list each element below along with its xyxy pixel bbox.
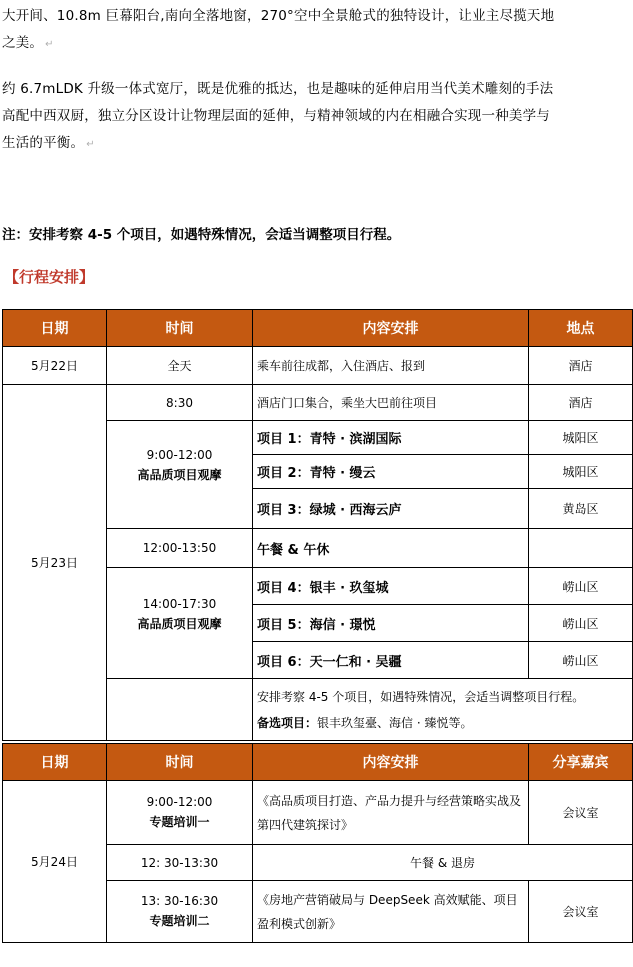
place-cell: 崂山区	[529, 605, 633, 642]
header-time: 时间	[107, 310, 253, 347]
intro-line: 生活的平衡。	[2, 135, 85, 151]
place-cell: 黄岛区	[529, 489, 633, 529]
place-cell: 酒店	[529, 347, 633, 385]
header-content: 内容安排	[253, 310, 529, 347]
intro-paragraph-1	[2, 3, 630, 58]
intro-paragraph-2	[2, 76, 630, 158]
schedule-note: 注：安排考察 4-5 个项目，如遇特殊情况，会适当调整项目行程。	[2, 227, 401, 243]
header-guest: 分享嘉宾	[529, 744, 633, 781]
time-cell: 8:30	[107, 385, 253, 421]
date-cell: 5月24日	[3, 781, 107, 943]
guest-cell: 会议室	[529, 781, 633, 845]
return-mark-icon: ↵	[86, 139, 95, 150]
project-cell: 项目 5：海信 · 璟悦	[253, 605, 529, 642]
place-cell: 城阳区	[529, 421, 633, 455]
project-cell: 项目 6：天一仁和 · 吴疆	[253, 642, 529, 679]
time-cell: 12: 30-13:30	[107, 845, 253, 881]
intro-line: 大开间、10.8m 巨幕阳台,南向全落地窗，270°空中全景舱式的独特设计，让业主尽揽天地	[2, 8, 555, 24]
time-block-cell	[107, 881, 253, 943]
content-cell: 《房地产营销破局与 DeepSeek 高效赋能、项目盈利模式创新》	[253, 881, 529, 943]
guest-cell: 会议室	[529, 881, 633, 943]
date-cell: 5月23日	[3, 385, 107, 741]
remark-cell	[253, 679, 633, 741]
content-cell: 乘车前往成都，入住酒店、报到	[253, 347, 529, 385]
time-block-cell	[107, 421, 253, 529]
time-block-cell	[107, 781, 253, 845]
content-cell: 酒店门口集合，乘坐大巴前往项目	[253, 385, 529, 421]
place-cell: 崂山区	[529, 642, 633, 679]
time-cell: 全天	[107, 347, 253, 385]
content-cell: 午餐 & 退房	[253, 845, 633, 881]
section-title: 【行程安排】	[4, 268, 95, 286]
table-row	[3, 347, 633, 385]
project-cell: 项目 4：银丰 · 玖玺城	[253, 568, 529, 605]
block-label: 高品质项目观摩	[137, 616, 222, 631]
itinerary-table	[2, 309, 633, 741]
block-label: 专题培训一	[149, 815, 210, 829]
remark-label: 备选项目：	[257, 715, 318, 730]
place-cell: 酒店	[529, 385, 633, 421]
content-cell: 《高品质项目打造、产品力提升与经营策略实战及第四代建筑探讨》	[253, 781, 529, 845]
header-content: 内容安排	[253, 744, 529, 781]
project-cell: 项目 2：青特 · 缦云	[253, 455, 529, 489]
time-range: 14:00-17:30	[142, 596, 217, 611]
project-cell: 项目 3：绿城 · 西海云庐	[253, 489, 529, 529]
block-label: 专题培训二	[149, 914, 210, 928]
intro-line: 之美。	[2, 35, 44, 51]
time-range: 9:00-12:00	[146, 448, 213, 462]
return-mark-icon: ↵	[45, 39, 54, 50]
header-date: 日期	[3, 744, 107, 781]
project-cell: 项目 1：青特 · 滨湖国际	[253, 421, 529, 455]
place-cell: 城阳区	[529, 455, 633, 489]
time-range: 13: 30-16:30	[140, 894, 219, 908]
content-cell: 午餐 & 午休	[253, 529, 529, 568]
time-cell: 12:00-13:50	[107, 529, 253, 568]
table-row	[3, 781, 633, 845]
remark-line: 安排考察 4-5 个项目，如遇特殊情况，会适当调整项目行程。	[257, 689, 585, 704]
table-row	[3, 385, 633, 421]
block-label: 高品质项目观摩	[137, 468, 222, 482]
time-range: 9:00-12:00	[146, 795, 213, 809]
place-cell	[529, 529, 633, 568]
time-block-cell	[107, 568, 253, 679]
training-table	[2, 743, 633, 943]
header-date: 日期	[3, 310, 107, 347]
place-cell: 崂山区	[529, 568, 633, 605]
header-time: 时间	[107, 744, 253, 781]
intro-line: 高配中西双厨，独立分区设计让物理层面的延伸，与精神领域的内在相融合实现一种美学与	[2, 108, 550, 124]
intro-line: 约 6.7mLDK 升级一体式宽厅，既是优雅的抵达，也是趣味的延伸启用当代美术雕刻的手法	[2, 81, 554, 97]
date-cell: 5月22日	[3, 347, 107, 385]
remark-text: 银丰玖玺臺、海信 · 臻悦等。	[317, 715, 473, 730]
date-cell	[107, 679, 253, 741]
header-place: 地点	[529, 310, 633, 347]
